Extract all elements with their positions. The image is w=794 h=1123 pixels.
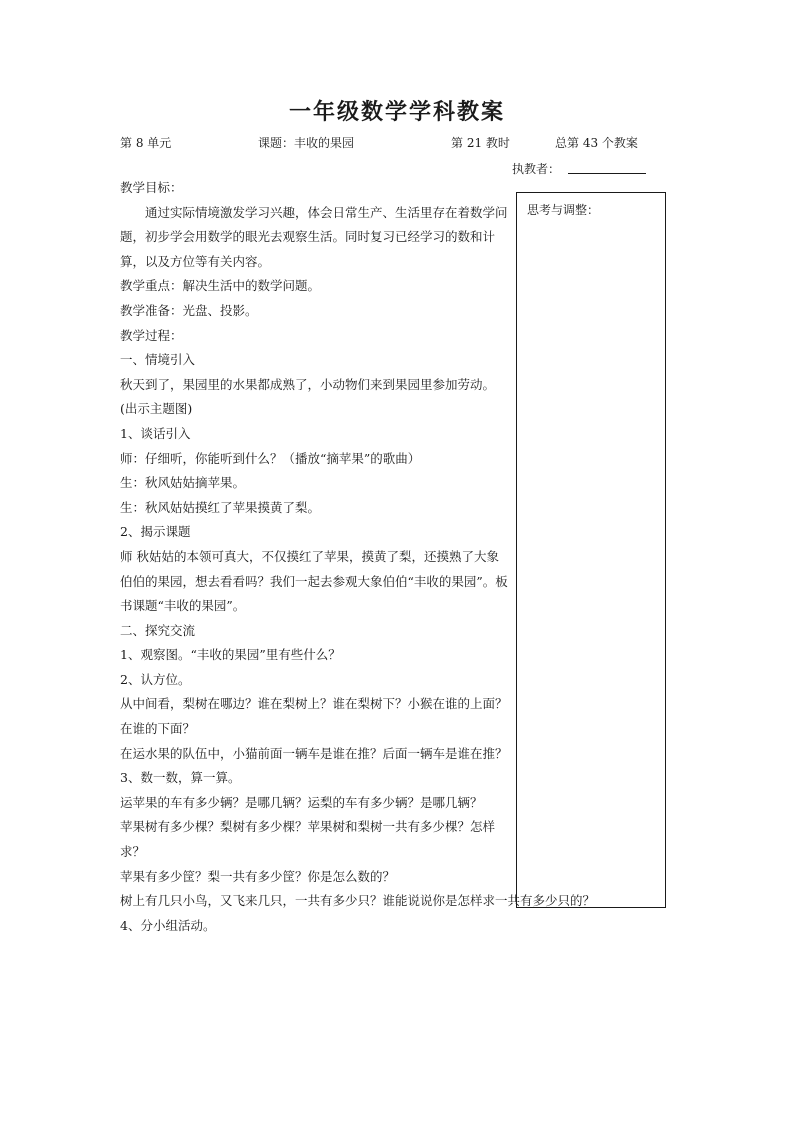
process-heading: 教学过程： — [120, 327, 183, 343]
objective-heading: 教学目标： — [120, 180, 183, 195]
dialogue-line: 生：秋风姑姑摸红了苹果摸黄了梨。 — [120, 499, 321, 515]
section-heading: 二、探究交流 — [120, 622, 196, 638]
objective-text: 通过实际情境激发学习兴趣，体会日常生产、生活里存在着数学问题，初步学会用数学的眼光去观察生活。同时复习已经学习的数和计算，以及方位等有关内容。 — [120, 204, 508, 269]
step-heading: 1、观察图。“丰收的果园”里有些什么？ — [120, 647, 341, 663]
step-heading: 1、谈话引入 — [120, 425, 191, 441]
paragraph: 树上有几只小鸟，又飞来几只，一共有多少只？谁能说说你是怎样求一共有多少只的？ — [120, 893, 596, 909]
paragraph: 在运水果的队伍中，小猫前面一辆车是谁在推？后面一辆车是谁在推？ — [120, 745, 508, 761]
teacher-blank-line — [568, 173, 646, 174]
dialogue-line: 生：秋风姑姑摘苹果。 — [120, 475, 246, 491]
step-heading: 3、数一数，算一算。 — [120, 770, 241, 786]
paragraph: 秋天到了，果园里的水果都成熟了，小动物们来到果园里参加劳动。(出示主题图) — [120, 376, 496, 417]
paragraph: 苹果有多少筐？梨一共有多少筐？你是怎么数的？ — [120, 868, 396, 884]
key-point: 教学重点：解决生活中的数学问题。 — [120, 278, 321, 294]
teacher-label: 执教者： — [512, 162, 561, 176]
topic-label: 课题：丰收的果园 — [258, 136, 355, 150]
step-heading: 4、分小组活动。 — [120, 917, 216, 933]
paragraph: 苹果树有多少棵？梨树有多少棵？苹果树和梨树一共有多少棵？怎样求？ — [120, 819, 496, 860]
step-heading: 2、认方位。 — [120, 671, 191, 687]
preparation: 教学准备：光盘、投影。 — [120, 302, 258, 318]
section-heading: 一、情境引入 — [120, 352, 196, 368]
unit-label: 第 8 单元 — [120, 136, 172, 150]
paragraph: 从中间看，梨树在哪边？谁在梨树上？谁在梨树下？小猴在谁的上面？在谁的下面？ — [120, 696, 508, 737]
dialogue-line: 师：仔细听，你能听到什么？（播放“摘苹果”的歌曲） — [120, 450, 421, 466]
lesson-label: 第 21 教时 — [451, 136, 510, 150]
reflection-box — [516, 192, 666, 908]
paragraph: 运苹果的车有多少辆？是哪几辆？运梨的车有多少辆？是哪几辆？ — [120, 794, 483, 810]
page-title: 一年级数学学科教案 — [288, 99, 505, 125]
reflection-label: 思考与调整： — [527, 203, 600, 217]
total-label: 总第 43 个教案 — [555, 136, 638, 150]
paragraph: 师 秋姑姑的本领可真大，不仅摸红了苹果，摸黄了梨，还摸熟了大象伯伯的果园，想去看看吗？我们一起去参观大象伯伯“丰收的果园”。板书课题“丰收的果园”。 — [120, 548, 508, 614]
step-heading: 2、揭示课题 — [120, 524, 191, 540]
